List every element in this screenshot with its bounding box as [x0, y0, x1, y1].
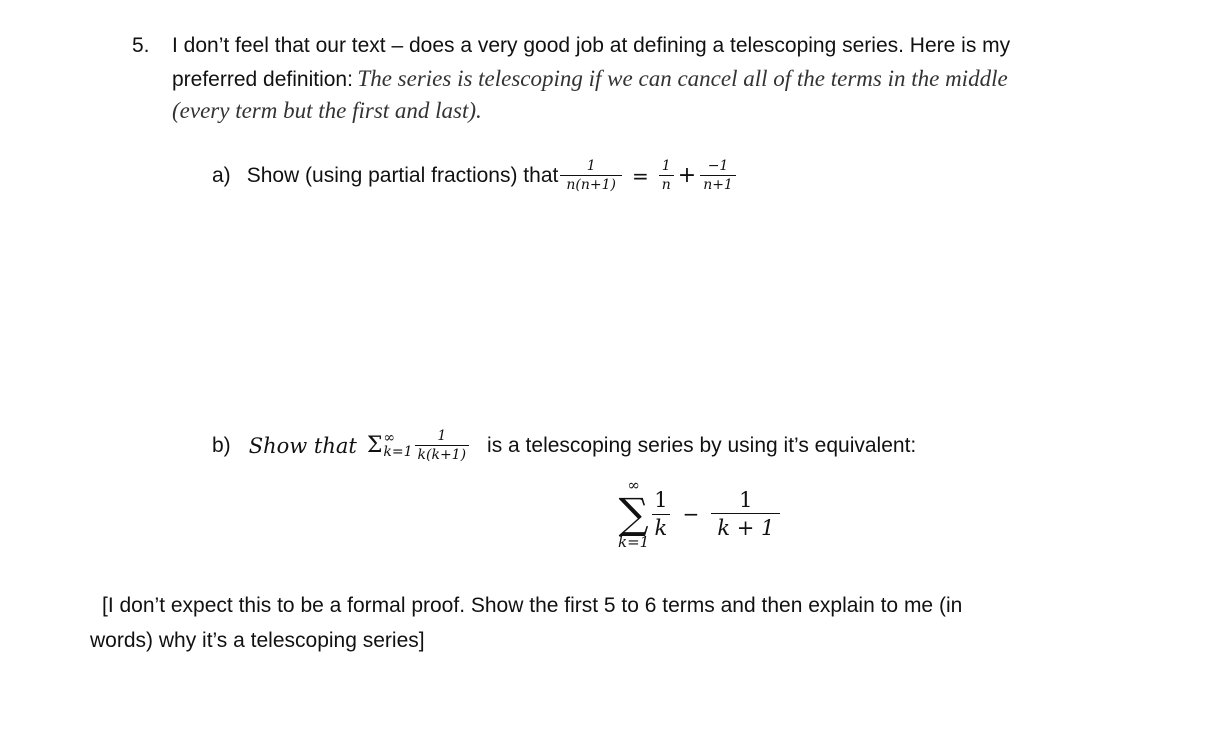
eq-fraction-2	[711, 488, 780, 540]
definition-label: preferred definition:	[172, 68, 353, 91]
sum-lower-limit: k=1	[383, 443, 413, 460]
series-denominator: k(k+1)	[415, 445, 470, 463]
rhs2-numerator: −1	[707, 158, 729, 174]
part-a-text: Show (using partial fractions) that	[246, 163, 559, 187]
sum-limits	[383, 432, 412, 459]
part-b-label: b)	[212, 433, 231, 457]
lhs-numerator: 1	[586, 158, 596, 174]
problem-line-3: (every term but the first and last).	[172, 98, 482, 123]
eq-sum-symbol: ∑	[618, 489, 649, 538]
equals-sign: =	[631, 163, 649, 188]
problem-line-2	[172, 66, 1008, 92]
eq-sum-upper: ∞	[627, 476, 640, 494]
eq-fraction-1	[651, 488, 670, 539]
part-b-italic-text: Show that	[248, 433, 357, 458]
plus-sign: +	[677, 163, 697, 189]
sum-symbol: Σ	[366, 433, 383, 459]
note-line-2: words) why it’s a telescoping series]	[90, 629, 425, 652]
sum-upper-limit: ∞	[383, 430, 396, 447]
eq-frac1-numerator: 1	[654, 488, 668, 513]
rhs2-denominator: n+1	[700, 175, 736, 193]
equivalent-series	[618, 478, 780, 550]
eq-sum-block	[618, 478, 649, 550]
eq-frac2-denominator: k + 1	[711, 513, 780, 540]
definition-text: The series is telescoping if we can cancel all of the terms in the middle	[357, 66, 1008, 91]
rhs-fraction-1	[659, 158, 674, 193]
note-line-1: [I don’t expect this to be a formal proof. Show the first 5 to 6 terms and then explain to me (in	[102, 594, 963, 617]
rhs-fraction-2	[700, 158, 736, 193]
eq-frac2-numerator: 1	[739, 487, 753, 512]
lhs-fraction	[560, 158, 622, 193]
lhs-denominator: n(n+1)	[560, 175, 622, 193]
eq-sum-lower: k=1	[618, 533, 650, 551]
part-b	[212, 428, 916, 463]
problem-line-1: I don’t feel that our text – does a very good job at defining a telescoping series. Here is my	[172, 34, 1011, 57]
eq-frac1-denominator: k	[652, 514, 671, 540]
rhs1-denominator: n	[659, 175, 674, 193]
part-a-label: a)	[212, 163, 231, 187]
problem-number: 5.	[132, 34, 150, 57]
rhs1-numerator: 1	[661, 158, 671, 174]
part-a	[212, 158, 736, 193]
minus-sign: −	[682, 502, 700, 526]
part-b-text: is a telescoping series by using it’s equivalent:	[487, 433, 917, 457]
series-fraction	[415, 428, 470, 463]
series-numerator: 1	[437, 428, 447, 444]
